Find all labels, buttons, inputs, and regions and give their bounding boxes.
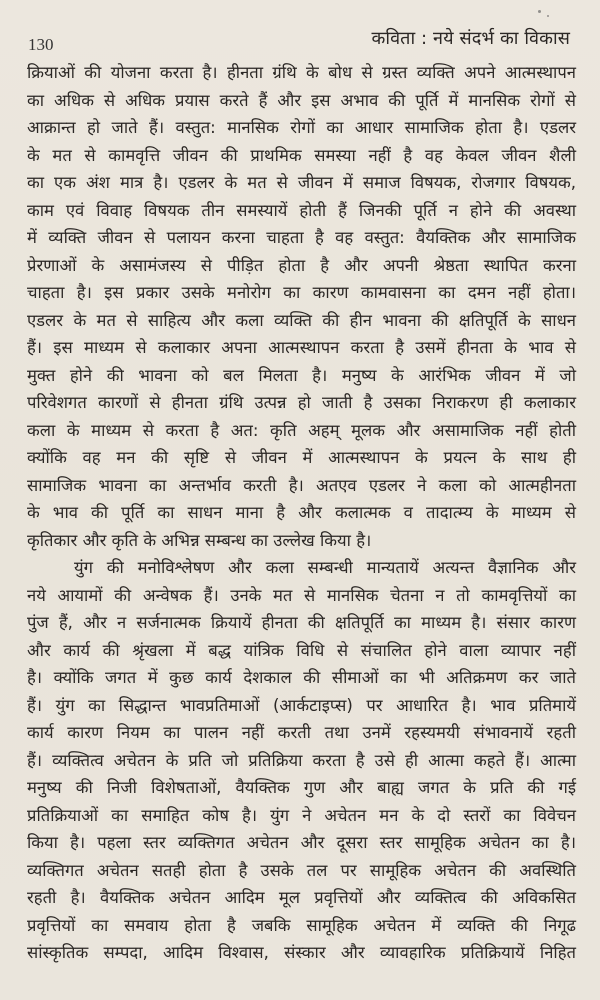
text-line: कृतिकार और कृति के अभिन्न सम्बन्ध का उल्लेख किया है। <box>27 530 372 550</box>
text-line: हैं। युंग का सिद्धान्त भावप्रतिमाओं (आर्कटाइप्स) पर आधारित है। भाव प्रतिमायें <box>27 695 576 715</box>
text-line: युंग की मनोविश्लेषण और कला सम्बन्धी मान्यतायें अत्यन्त वैज्ञानिक और <box>74 558 576 577</box>
text-line: हैं। व्यक्तित्व अचेतन के प्रति जो प्रतिक्रिया करता है उसे ही आत्मा कहते हैं। आत्मा <box>27 750 576 770</box>
text-line: कला के माध्यम से करता है अत: कृति अहम् मूलक और असामाजिक नहीं होती <box>27 420 576 440</box>
text-line: नये आयामों की अन्वेषक हैं। उनके मत से मानसिक चेतना न तो कामवृत्तियों का <box>27 585 576 605</box>
text-line: रहती है। वैयक्तिक अचेतन आदिम मूल प्रवृत्तियों और व्यक्तित्व की अविकसित <box>27 888 576 907</box>
text-line: चाहता है। इस प्रकार उसके मनोरोग का कारण कामवासना का दमन नहीं होता। <box>27 283 576 302</box>
text-line: व्यक्तिगत अचेतन सतही होता है उसके तल पर सामूहिक अचेतन की अवस्थिति <box>27 860 576 880</box>
text-line: मुक्त होने की भावना को बल मिलता है। मनुष्य के आरंभिक जीवन में जो <box>27 365 576 385</box>
text-line: का एक अंश मात्र है। एडलर के मत से जीवन में समाज विषयक, रोजगार विषयक, <box>27 173 576 192</box>
text-line: हैं। इस माध्यम से कलाकार अपना आत्मस्थापन करता है उसमें हीनता के भाव से <box>27 338 576 357</box>
paper-speck <box>538 10 541 13</box>
text-line: में व्यक्ति जीवन से पलायन करना चाहता है वह वस्तुत: वैयक्तिक और सामाजिक <box>27 228 576 247</box>
text-line: कार्य कारण नियम का पालन नहीं करती तथा उनमें रहस्यमयी संभावनायें रहती <box>27 723 576 742</box>
text-line: मनुष्य की निजी विशेषताओं, वैयक्तिक गुण और बाह्य जगत के प्रति की गई <box>27 778 576 797</box>
text-line: प्रतिक्रियाओं का समाहित कोष है। युंग ने अचेतन मन के दो स्तरों का विवेचन <box>27 805 576 825</box>
text-line: के मत से कामवृत्ति जीवन की प्राथमिक समस्या नहीं है वह केवल जीवन शैली <box>27 145 576 165</box>
running-title: कविता : नये संदर्भ का विकास <box>371 28 570 49</box>
page-number: 130 <box>28 35 54 54</box>
paper-speck <box>547 15 549 17</box>
text-line: है। क्योंकि जगत में कुछ कार्य देशकाल की सीमाओं का भी अतिक्रमण कर जाते <box>27 668 576 687</box>
text-line: के भाव की पूर्ति का साधन माना है और कलात्मक व तादात्म्य के माध्यम से <box>27 503 576 522</box>
body-text <box>27 59 576 967</box>
text-line: एडलर के मत से साहित्य और कला व्यक्ति की हीन भावना की क्षतिपूर्ति के साधन <box>27 310 576 330</box>
text-line: का अधिक से अधिक प्रयास करते हैं और इस अभाव की पूर्ति में मानसिक रोगों से <box>27 90 576 110</box>
paragraph-jung <box>27 554 576 967</box>
text-line: सामाजिक भावना का अन्तर्भाव करती है। अतएव एडलर ने कला को आत्महीनता <box>27 475 576 495</box>
text-line: क्योंकि वह मन की सृष्टि से जीवन में आत्मस्थापन के प्रयत्न के साथ ही <box>27 448 576 467</box>
paragraph-adler <box>27 59 576 554</box>
text-line: सांस्कृतिक सम्पदा, आदिम विश्वास, संस्कार और व्यावहारिक प्रतिक्रियायें निहित <box>27 943 576 962</box>
text-line: और कार्य की श्रृंखला में बद्ध यांत्रिक विधि से संचालित होने वाला व्यापार नहीं <box>27 640 576 660</box>
text-line: प्रवृत्तियों का समवाय होता है जबकि सामूहिक अचेतन में व्यक्ति की निगूढ <box>27 915 576 935</box>
text-line: पुंज हैं, और न सर्जनात्मक क्रियायें हीनता की क्षतिपूर्ति का माध्यम है। संसार कारण <box>27 613 576 632</box>
page-header <box>28 26 570 56</box>
text-line: काम एवं विवाह विषयक तीन समस्यायें होती हैं जिनकी पूर्ति न होने की अवस्था <box>27 200 576 220</box>
text-line: किया है। पहला स्तर व्यक्तिगत अचेतन और दूसरा स्तर सामूहिक अचेतन का है। <box>27 833 576 852</box>
text-line: आक्रान्त हो जाते हैं। वस्तुत: मानसिक रोगों का आधार सामाजिक होता है। एडलर <box>27 118 576 137</box>
text-line: प्रेरणाओं के असामंजस्य से पीड़ित होता है और अपनी श्रेष्ठता स्थापित करना <box>27 255 576 275</box>
text-line: परिवेशगत कारणों से हीनता ग्रंथि उत्पन्न हो जाती है उसका निराकरण ही कलाकार <box>27 393 576 412</box>
text-line: क्रियाओं की योजना करता है। हीनता ग्रंथि के बोध से ग्रस्त व्यक्ति अपने आत्मस्थापन <box>27 63 576 82</box>
